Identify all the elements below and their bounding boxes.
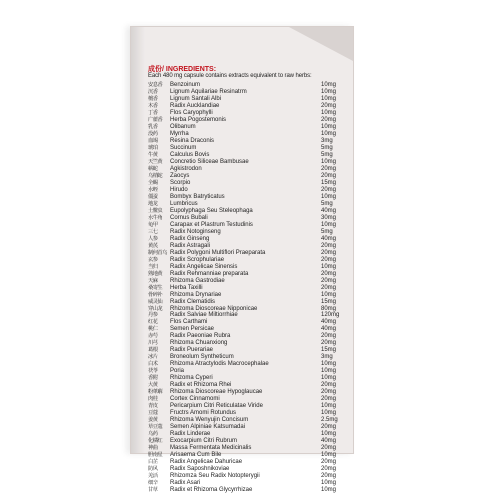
ingredient-latin-name: Radix Paeoniae Rubra [170,333,231,340]
ingredient-latin-name: Succinum [170,144,197,151]
ingredient-dose: 5mg [321,200,333,207]
ingredient-row [148,361,352,368]
ingredient-latin-name: Radix Notoginseng [170,228,221,235]
ingredient-chinese-name: 天麻 [148,277,158,284]
ingredient-row [148,487,352,494]
ingredient-dose: 10mg [321,375,337,382]
ingredient-row [148,417,352,424]
ingredient-dose: 20mg [321,466,337,473]
ingredient-dose: 20mg [321,102,337,109]
ingredient-row [148,82,352,89]
ingredient-chinese-name: 丁香 [148,109,158,116]
ingredient-dose: 20mg [321,249,337,256]
ingredient-dose: 10mg [321,480,337,487]
ingredient-latin-name: Radix Clematidis [170,298,216,305]
ingredient-chinese-name: 熟地黄 [148,270,163,277]
ingredient-row [148,326,352,333]
ingredient-chinese-name: 黄芪 [148,242,158,249]
ingredient-dose: 20mg [321,333,337,340]
ingredient-row [148,473,352,480]
ingredient-chinese-name: 安息香 [148,82,163,88]
ingredient-dose: 20mg [321,445,337,452]
ingredient-chinese-name: 乌药 [148,431,158,438]
ingredient-chinese-name: 香附 [148,375,158,382]
ingredient-latin-name: Rhizoma Wenyujin Concisum [170,417,249,424]
ingredient-dose: 20mg [321,165,337,172]
ingredient-dose: 20mg [321,116,337,123]
ingredient-row [148,445,352,452]
edge-shadow [131,27,145,453]
ingredient-latin-name: Eupolyphaga Seu Steleophaga [170,207,253,214]
ingredient-row [148,159,352,166]
ingredient-latin-name: Radix Ginseng [170,235,210,242]
ingredient-chinese-name: 甘草 [148,487,158,494]
ingredient-chinese-name: 乌梢蛇 [148,172,163,179]
ingredient-list [148,82,352,494]
ingredient-chinese-name: 沉香 [148,88,158,95]
ingredient-row [148,319,352,326]
ingredient-latin-name: Scorpio [170,179,191,186]
ingredient-latin-name: Zaocys [170,172,190,179]
ingredient-dose: 20mg [321,473,337,480]
ingredient-chinese-name: 细辛 [148,480,158,487]
ingredient-dose: 3mg [321,354,333,361]
ingredient-chinese-name: 水蛭 [148,186,158,193]
ingredient-latin-name: Bombyx Batryticatus [170,193,225,200]
ingredient-latin-name: Olibanum [170,123,196,130]
ingredient-latin-name: Radix Aucklandiae [170,102,220,109]
ingredient-latin-name: Radix et Rhizoma Rhei [170,382,232,389]
ingredient-chinese-name: 水牛角 [148,214,163,221]
ingredient-dose: 10mg [321,452,337,459]
ingredient-row [148,403,352,410]
ingredient-dose: 10mg [321,123,337,130]
ingredient-chinese-name: 冰片 [148,354,158,361]
ingredient-chinese-name: 威灵仙 [148,298,163,305]
ingredient-dose: 10mg [321,82,337,88]
ingredient-latin-name: Herba Taxilli [170,284,203,291]
ingredient-row [148,152,352,159]
ingredient-row [148,480,352,487]
ingredient-dose: 80mg [321,305,337,312]
ingredient-latin-name: Carapax et Plastrum Testudinis [170,221,253,228]
ingredient-latin-name: Rhizoma Chuanxiong [170,340,228,347]
ingredient-dose: 20mg [321,270,337,277]
ingredient-row [148,229,352,236]
ingredient-latin-name: Resina Draconis [170,137,215,144]
ingredient-latin-name: Cornus Bubali [170,214,208,221]
ingredient-latin-name: Arisaema Cum Bile [170,452,222,459]
ingredient-latin-name: Radix Angelicae Dahuricae [170,459,243,466]
ingredient-dose: 10mg [321,221,337,228]
ingredient-latin-name: Flos Caryophylli [170,109,213,116]
ingredient-chinese-name: 化橘红 [148,438,163,445]
ingredient-chinese-name: 三七 [148,228,158,235]
ingredient-chinese-name: 茯苓 [148,368,158,375]
ingredient-chinese-name: 白术 [148,361,158,368]
ingredient-dose: 5mg [321,228,333,235]
ingredient-row [148,347,352,354]
ingredient-row [148,299,352,306]
ingredient-dose: 10mg [321,95,337,102]
ingredient-chinese-name: 没药 [148,130,158,137]
ingredients-heading: 成份/ INGREDIENTS: [148,66,217,73]
ingredient-chinese-name: 白芷 [148,459,158,466]
ingredient-row [148,117,352,124]
ingredient-dose: 20mg [321,256,337,263]
ingredient-latin-name: Pericarpium Citri Reticulatae Viride [170,403,263,410]
ingredient-dose: 20mg [321,389,337,396]
ingredient-dose: 15mg [321,347,337,354]
ingredient-row [148,438,352,445]
ingredient-chinese-name: 蕲蛇 [148,165,158,172]
ingredient-latin-name: Radix Asari [170,480,201,487]
ingredient-latin-name: Rhizoma Dioscoreae Nipponicae [170,305,258,312]
ingredient-latin-name: Benzoinum [170,82,201,88]
ingredient-latin-name: Lumbricus [170,200,198,207]
ingredient-dose: 10mg [321,410,337,417]
ingredient-row [148,110,352,117]
ingredients-intro: Each 480 mg capsule contains extracts equivalent to raw herbs: [148,73,312,79]
ingredient-chinese-name: 粉萆薢 [148,389,163,396]
ingredient-latin-name: Semen Alpiniae Katsumadai [170,424,246,431]
ingredient-chinese-name: 羌活 [148,473,158,480]
ingredient-row [148,145,352,152]
ingredient-row [148,410,352,417]
ingredient-row [148,166,352,173]
ingredient-dose: 10mg [321,361,337,368]
ingredient-row [148,382,352,389]
ingredient-dose: 10mg [321,88,337,95]
ingredient-chinese-name: 桑寄生 [148,284,163,291]
ingredient-latin-name: Rhizoma Cyperi [170,375,213,382]
ingredient-row [148,250,352,257]
ingredient-chinese-name: 广藿香 [148,116,163,123]
ingredient-chinese-name: 穿山龙 [148,305,163,312]
ingredient-chinese-name: 龟甲 [148,221,158,228]
ingredient-chinese-name: 葛根 [148,347,158,354]
ingredient-row [148,292,352,299]
ingredient-dose: 20mg [321,424,337,431]
ingredient-row [148,424,352,431]
ingredient-dose: 10mg [321,291,337,298]
ingredient-dose: 15mg [321,179,337,186]
ingredient-latin-name: Rhizoma Dioscoreae Hypoglaucae [170,389,263,396]
ingredient-chinese-name: 防风 [148,466,158,473]
ingredient-dose: 10mg [321,368,337,375]
ingredient-chinese-name: 乳香 [148,123,158,130]
ingredient-latin-name: Poria [170,368,185,375]
ingredient-row [148,375,352,382]
ingredient-latin-name: Semen Persicae [170,326,215,333]
ingredient-latin-name: Fructrs Amomi Rotundus [170,410,237,417]
ingredient-chinese-name: 僵蚕 [148,193,158,200]
ingredient-chinese-name: 姜黄 [148,417,158,424]
ingredient-row [148,236,352,243]
ingredient-chinese-name: 天竺黄 [148,158,163,165]
ingredient-dose: 10mg [321,431,337,438]
ingredient-chinese-name: 肉桂 [148,396,158,403]
ingredient-row [148,333,352,340]
ingredient-row [148,466,352,473]
ingredient-latin-name: Massa Fermentata Medicinalis [170,445,252,452]
ingredient-latin-name: Flos Carthami [170,319,208,326]
ingredient-latin-name: Concretio Siliceae Bambusae [170,158,249,165]
ingredient-dose: 10mg [321,263,337,270]
ingredient-chinese-name: 川芎 [148,340,158,347]
ingredient-latin-name: Rhizoma Atractylodis Macrocephalae [170,361,269,368]
ingredient-chinese-name: 当归 [148,263,158,270]
ingredient-latin-name: Agkistrodon [170,165,202,172]
ingredient-dose: 30mg [321,214,337,221]
ingredient-latin-name: Radix Scrophulariae [170,256,225,263]
ingredient-latin-name: Radix Rehmanniae preparata [170,270,249,277]
ingredient-row [148,354,352,361]
ingredient-chinese-name: 制何首乌 [148,249,167,256]
ingredient-chinese-name: 神曲 [148,445,158,452]
ingredient-dose: 20mg [321,242,337,249]
ingredient-dose: 20mg [321,172,337,179]
ingredient-latin-name: Radix Salviae Miltiorrhiae [170,312,238,319]
ingredient-latin-name: Radix Saposhnikoviae [170,466,230,473]
ingredient-row [148,201,352,208]
ingredient-latin-name: Radix Puerariae [170,347,214,354]
ingredient-dose: 10mg [321,109,337,116]
ingredient-chinese-name: 丹参 [148,312,158,319]
ingredient-dose: 10mg [321,403,337,410]
ingredient-dose: 10mg [321,158,337,165]
ingredient-latin-name: Calculus Bovis [170,151,210,158]
ingredient-row [148,96,352,103]
ingredient-chinese-name: 玄参 [148,256,158,263]
ingredient-chinese-name: 全蝎 [148,179,158,186]
ingredient-latin-name: Broneolum Syntheticum [170,354,234,361]
ingredient-row [148,194,352,201]
ingredient-row [148,131,352,138]
ingredient-row [148,180,352,187]
ingredient-row [148,452,352,459]
ingredient-dose: 20mg [321,459,337,466]
ingredient-chinese-name: 青皮 [148,403,158,410]
corner-ribbon [289,27,353,61]
ingredient-chinese-name: 木香 [148,102,158,109]
ingredient-chinese-name: 大黄 [148,382,158,389]
ingredient-row [148,103,352,110]
ingredient-dose: 10mg [321,130,337,137]
ingredient-row [148,222,352,229]
ingredient-row [148,215,352,222]
ingredient-row [148,431,352,438]
ingredient-row [148,340,352,347]
ingredient-dose: 40mg [321,438,337,445]
ingredient-row [148,124,352,131]
ingredient-row [148,278,352,285]
ingredient-chinese-name: 桃仁 [148,326,158,333]
ingredient-row [148,389,352,396]
ingredient-dose: 3mg [321,137,333,144]
ingredient-dose: 20mg [321,382,337,389]
ingredient-chinese-name: 土鳖虫 [148,207,163,214]
ingredient-row [148,264,352,271]
ingredient-dose: 40mg [321,319,337,326]
ingredient-chinese-name: 血竭 [148,137,158,144]
ingredient-dose: 20mg [321,284,337,291]
ingredient-latin-name: Radix Angelicae Sinensis [170,263,238,270]
ingredient-latin-name: Rhizoma Drynariae [170,291,222,298]
ingredient-row [148,271,352,278]
ingredient-row [148,243,352,250]
ingredient-row [148,396,352,403]
ingredient-dose: 10mg [321,193,337,200]
ingredient-chinese-name: 骨碎补 [148,291,163,298]
ingredient-chinese-name: 草豆蔻 [148,424,163,431]
ingredient-latin-name: Radix Polygoni Multiflori Praeparata [170,249,266,256]
ingredient-chinese-name: 地龙 [148,200,158,207]
ingredient-row [148,89,352,96]
ingredient-dose: 5mg [321,144,333,151]
ingredient-latin-name: Cortex Cinnamomi [170,396,220,403]
ingredient-row [148,257,352,264]
ingredient-latin-name: Radix Astragali [170,242,211,249]
ingredient-latin-name: Rhizomza Seu Radix Notopterygii [170,473,260,480]
ingredient-dose: 20mg [321,186,337,193]
ingredient-dose: 10mg [321,487,337,494]
ingredient-latin-name: Radix Linderae [170,431,211,438]
ingredient-chinese-name: 豆蔻 [148,410,158,417]
ingredient-row [148,138,352,145]
ingredient-dose: 120mg [321,312,340,319]
ingredient-latin-name: Herba Pogostemonis [170,116,227,123]
ingredient-row [148,187,352,194]
ingredient-dose: 20mg [321,340,337,347]
ingredient-dose: 15mg [321,298,337,305]
ingredient-dose: 2.5mg [321,417,338,424]
ingredient-dose: 20mg [321,396,337,403]
ingredient-row [148,368,352,375]
ingredient-chinese-name: 琥珀 [148,144,158,151]
ingredient-row [148,459,352,466]
ingredient-latin-name: Lignum Aquilariae Resinatrm [170,88,247,95]
ingredient-row [148,285,352,292]
package-panel [130,26,354,494]
ingredient-dose: 20mg [321,277,337,284]
ingredient-dose: 5mg [321,151,333,158]
ingredient-latin-name: Radix et Rhizoma Glycyrrhizae [170,487,253,494]
ingredient-dose: 40mg [321,326,337,333]
ingredient-row [148,306,352,313]
ingredient-latin-name: Lignum Santali Albi [170,95,222,102]
ingredient-chinese-name: 檀香 [148,95,158,102]
ingredient-row [148,208,352,215]
ingredient-latin-name: Rhizoma Gastrodiae [170,277,225,284]
ingredient-dose: 40mg [321,207,337,214]
ingredient-chinese-name: 红花 [148,319,158,326]
ingredient-chinese-name: 胆南星 [148,452,163,459]
ingredient-chinese-name: 赤芍 [148,333,158,340]
ingredient-row [148,173,352,180]
ingredient-chinese-name: 人参 [148,235,158,242]
ingredient-row [148,312,352,319]
ingredient-latin-name: Exocarpium Citri Rubrum [170,438,238,445]
ingredient-latin-name: Myrrha [170,130,189,137]
ingredient-latin-name: Hirudo [170,186,188,193]
ingredient-chinese-name: 牛黄 [148,151,158,158]
ingredient-dose: 40mg [321,235,337,242]
